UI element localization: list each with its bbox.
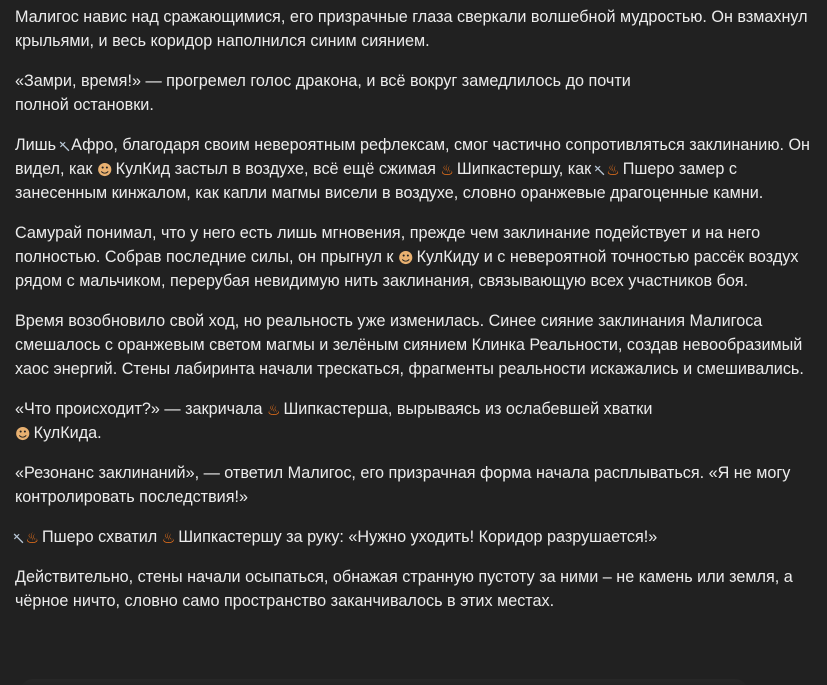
fire-icon: ♨ (161, 529, 176, 547)
message-paragraph (15, 565, 815, 613)
dagger-icon: † (9, 529, 28, 548)
fire-icon: ♨ (267, 401, 281, 419)
fire-icon: ♨ (440, 161, 454, 179)
paragraph-text: КулКиду и с невероятной точностью рассёк воздух рядом с мальчиком, перерубая невидимую нить заклинания, связывающую всех участников боя. (15, 248, 799, 290)
message-paragraph (15, 69, 815, 117)
boy-face-icon: ☻ (397, 249, 414, 267)
message-paragraph (15, 133, 815, 205)
message-paragraph (15, 309, 815, 381)
paragraph-text: Действительно, стены начали осыпаться, обнажая странную пустоту за ними – не камень или земля, а чёрное ничто, словно само пространство заканчивалось в этих местах. (15, 568, 793, 610)
fire-icon: ♨ (25, 529, 39, 547)
message-paragraph (9, 525, 815, 549)
paragraph-text: КулКид застыл в воздухе, всё ещё сжимая (115, 160, 441, 178)
paragraph-text: полной остановки. (15, 96, 154, 114)
message-paragraph (15, 397, 815, 445)
assistant-message (9, 5, 815, 629)
paragraph-text: Время возобновило свой ход, но реальность уже изменилась. Синее сияние заклинания Малигоса смешалось с оранжевым светом магмы и зелёным сиянием Клинка Реальности, создав невообразимый хаос энергий. Стены лабиринта начали трескаться, фрагменты реальности искажались и смешивались. (15, 312, 804, 378)
paragraph-text: Лишь (15, 136, 61, 154)
paragraph-text: КулКида. (33, 424, 102, 442)
scroll-fade (0, 671, 827, 685)
boy-face-icon: ☻ (97, 161, 113, 179)
paragraph-text: «Резонанс заклинаний», — ответил Малигос, его призрачная форма начала расплываться. «Я не могу контролировать последствия!» (15, 464, 791, 506)
paragraph-text: Пшеро схватил (41, 528, 162, 546)
dagger-icon: † (590, 161, 609, 180)
boy-face-icon: ☻ (15, 425, 31, 443)
paragraph-text: Шипкастершу, как (456, 160, 596, 178)
paragraph-text: Шипкастерша, вырываясь из ослабевшей хватки (283, 400, 653, 418)
paragraph-text: «Что происходит?» — закричала (15, 400, 268, 418)
paragraph-text: Шипкастершу за руку: «Нужно уходить! Коридор разрушается!» (178, 528, 658, 546)
message-paragraph (15, 221, 815, 293)
message-paragraph (15, 461, 815, 509)
fire-icon: ♨ (606, 161, 620, 179)
dagger-icon: † (54, 137, 74, 156)
paragraph-text: Малигос навис над сражающимися, его призрачные глаза сверкали волшебной мудростью. Он взмахнул крыльями, и весь коридор наполнился синим сиянием. (15, 8, 808, 50)
paragraph-text: Пшеро замер с занесенным кинжалом, как капли магмы висели в воздухе, словно оранжевые драгоценные камни. (15, 160, 764, 202)
paragraph-text: Самурай понимал, что у него есть лишь мгновения, прежде чем заклинание подействует и на него полностью. Собрав последние силы, он прыгнул к (15, 224, 761, 266)
message-paragraph (15, 5, 815, 53)
paragraph-text: Афро, благодаря своим невероятным рефлексам, смог частично сопротивляться заклинанию. Он видел, как (15, 136, 810, 178)
paragraph-text: «Замри, время!» — прогремел голос дракона, и всё вокруг замедлилось до почти (15, 72, 631, 90)
